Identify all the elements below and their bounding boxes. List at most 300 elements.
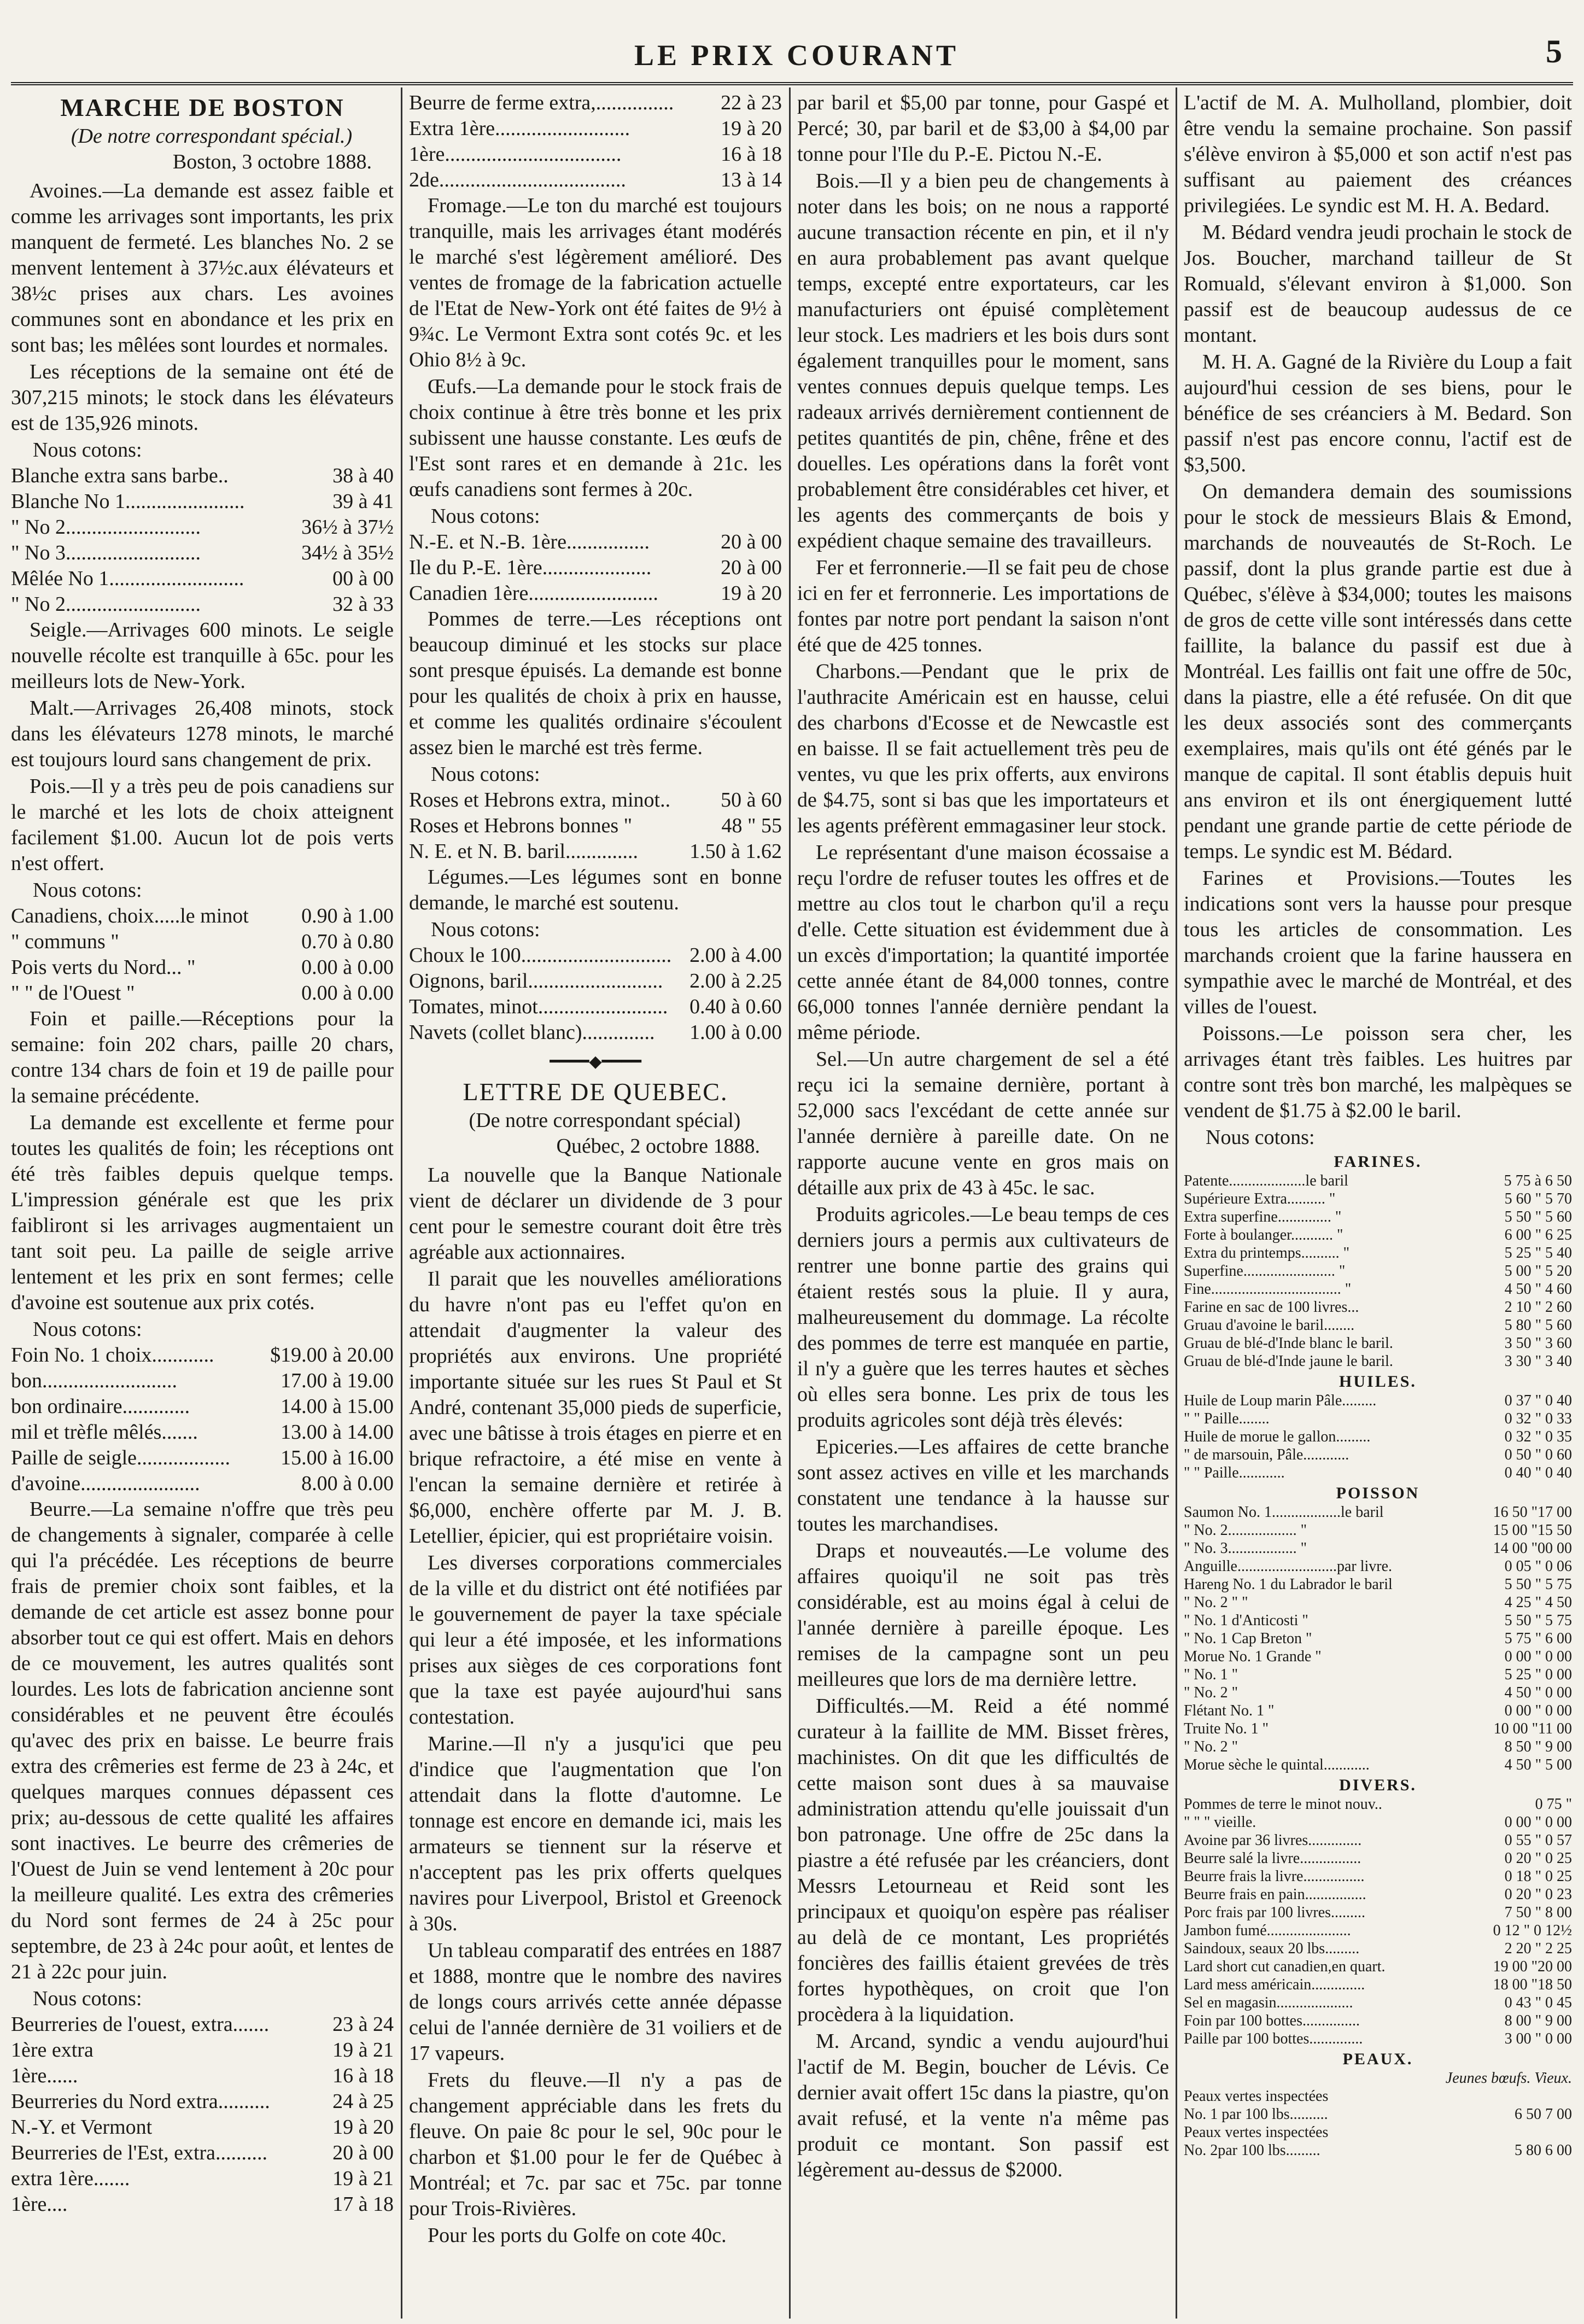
price-row	[1184, 1428, 1572, 1446]
price-row	[11, 2012, 394, 2037]
price-row	[1184, 1316, 1572, 1334]
paragraph: M. Bédard vendra jeudi prochain le stock de Jos. Boucher, marchand tailleur de St Romuald, s'élevant environ à $1,000. Son passif est de beaucoup audessus de ce montant.	[1184, 221, 1572, 347]
section-ornament: ━━━━◆━━━━	[550, 1053, 641, 1071]
price-row	[1184, 1630, 1572, 1648]
price-value: 1.00 à 0.00	[689, 1021, 782, 1044]
price-value: 24 à 25	[332, 2090, 394, 2113]
price-row	[1184, 1648, 1572, 1666]
price-row	[11, 463, 394, 489]
table-heading: PEAUX.	[1342, 2050, 1413, 2068]
price-value: 10 00 "11 00	[1493, 1720, 1572, 1737]
price-row	[11, 540, 394, 566]
price-item: Tomates, minot.........................	[409, 995, 668, 1018]
price-value: 0 37 " 0 40	[1504, 1392, 1572, 1409]
price-list-oeufs	[409, 529, 782, 606]
price-item: " " Paille............	[1184, 1464, 1285, 1481]
price-value: 5 50 " 5 75	[1504, 1576, 1572, 1593]
price-item: " No 2..........................	[11, 593, 201, 616]
paragraph-sel: Sel.—Un autre chargement de sel a été reçu ici la semaine dernière, portant à 52,000 sacs l'excédant de cette année sur l'année dernière à pareille date. On ne rapporte aucune vente en gros mais on détaille aux prix de 43 à 45c. le sac.	[797, 1048, 1169, 1199]
price-list-peaux	[1184, 2087, 1572, 2159]
price-item: Flétant No. 1 "	[1184, 1702, 1275, 1719]
price-item: N.-E. et N.-B. 1ère................	[409, 530, 650, 553]
price-value: 0.00 à 0.00	[301, 982, 394, 1005]
price-row	[1184, 1813, 1572, 1831]
price-item: Pommes de terre le minot nouv..	[1184, 1796, 1382, 1813]
dateline: Boston, 3 octobre 1888.	[172, 150, 372, 173]
price-item: Morue No. 1 Grande "	[1184, 1648, 1322, 1665]
price-list-pois	[11, 903, 394, 1006]
prices-label: Nous cotons:	[431, 505, 540, 528]
price-value: 0 00 " 0 00	[1504, 1648, 1572, 1665]
paragraph-fer: Fer et ferronnerie.—Il se fait peu de chose ici en fer et ferronnerie. Les importations de fontes par notre port pendant la saison n'ont été que de 425 tonnes.	[797, 556, 1169, 656]
price-item: Extra 1ère..........................	[409, 117, 630, 140]
price-row	[409, 529, 782, 555]
price-row	[11, 1342, 394, 1368]
price-item: Porc frais par 100 livres.........	[1184, 1904, 1366, 1921]
price-value: 0 20 " 0 23	[1504, 1886, 1572, 1903]
price-list-pommes	[409, 787, 782, 865]
price-row	[1184, 1446, 1572, 1464]
price-item: Supérieure Extra.......... "	[1184, 1190, 1336, 1207]
price-value: 8 00 " 9 00	[1504, 2012, 1572, 2029]
price-value: 0 00 " 0 00	[1504, 1814, 1572, 1831]
price-item: Anguille..........................par livre.	[1184, 1558, 1393, 1575]
price-value: 00 à 00	[332, 567, 394, 590]
price-value: 0 18 " 0 25	[1504, 1868, 1572, 1885]
price-row	[1184, 1903, 1572, 1922]
price-item: Extra superfine.............. "	[1184, 1208, 1342, 1225]
price-item: Sel en magasin....................	[1184, 1994, 1353, 2011]
price-row	[409, 555, 782, 581]
price-item: Beurreries de l'ouest, extra.......	[11, 2013, 270, 2036]
price-value: 5 75 " 6 00	[1504, 1630, 1572, 1647]
price-item: Mêlée No 1..........................	[11, 567, 244, 590]
price-row	[1184, 1795, 1572, 1813]
price-value: 0.00 à 0.00	[301, 956, 394, 979]
price-list-farines	[1184, 1172, 1572, 1370]
table-heading: POISSON	[1336, 1484, 1420, 1502]
column-4	[1184, 90, 1572, 2316]
price-row	[1184, 1922, 1572, 1940]
price-item: Huile de morue le gallon.........	[1184, 1428, 1371, 1445]
price-row	[409, 116, 782, 142]
price-value: 1.50 à 1.62	[689, 840, 782, 863]
price-row	[1184, 1849, 1572, 1867]
price-row	[11, 2192, 394, 2217]
price-item: Canadien 1ère.........................	[409, 582, 658, 605]
paragraph: par baril et $5,00 par tonne, pour Gaspé et Percé; 30, par baril et de $3,00 à $4,00 par tonne pour l'Ile du P.-E. Pictou N.-E.	[797, 91, 1169, 166]
price-item: Beurreries du Nord extra..........	[11, 2090, 270, 2113]
price-row	[1184, 1208, 1572, 1226]
price-value: 0 12 " 0 12½	[1493, 1922, 1572, 1939]
price-row	[1184, 1262, 1572, 1280]
price-row	[11, 592, 394, 617]
price-row	[409, 943, 782, 968]
price-item: Truite No. 1 "	[1184, 1720, 1269, 1737]
price-item: 2de....................................	[409, 168, 626, 191]
price-row	[1184, 1720, 1572, 1738]
price-row	[1184, 1539, 1572, 1557]
price-item: " No. 2.................. "	[1184, 1522, 1307, 1539]
price-value: 20 à 00	[721, 530, 782, 553]
price-item: N. E. et N. B. baril..............	[409, 840, 639, 863]
price-item: Gruau de blé-d'Inde blanc le baril.	[1184, 1335, 1393, 1352]
price-row	[409, 968, 782, 994]
paragraph-epiceries: Epiceries.—Les affaires de cette branche sont assez actives en ville et les marchands constatent une tendance à la hausse sur toutes les marchandises.	[797, 1435, 1169, 1535]
price-item: Patente....................le baril	[1184, 1172, 1348, 1189]
price-row	[1184, 2105, 1572, 2123]
paragraph-draps: Draps et nouveautés.—Le volume des affaires quoiqu'il ne soit pas très considérable, est au moins égal à celui de l'année dernière à pareille époque. Les remises de la campagne sont un peu meilleures que lors de ma dernière lettre.	[797, 1539, 1169, 1691]
table-heading: DIVERS.	[1339, 1776, 1417, 1794]
price-item: No. 1 par 100 lbs..........	[1184, 2106, 1328, 2123]
price-value: 0 32 " 0 35	[1504, 1428, 1572, 1445]
price-value: 0.70 à 0.80	[301, 930, 394, 953]
price-item: " " Paille........	[1184, 1410, 1270, 1427]
price-value: 17 à 18	[332, 2193, 394, 2216]
price-item: Gruau d'avoine le baril........	[1184, 1317, 1355, 1334]
paragraph: Un tableau comparatif des entrées en 1887 et 1888, montre que le nombre des navires de longs cours arrivés cette année dépasse celui de l'année dernière de 31 voiliers et de 17 vapeurs.	[409, 1939, 782, 2065]
price-item: Beurre de ferme extra,...............	[409, 91, 674, 114]
price-item: Avoine par 36 livres..............	[1184, 1832, 1362, 1849]
paragraph-poissons: Poissons.—Le poisson sera cher, les arrivages étant très faibles. Les huitres par contre sont très bon marché, les malpèques se vendent de $1.75 à $2.00 le baril.	[1184, 1022, 1572, 1122]
paragraph-receptions: Les réceptions de la semaine ont été de 307,215 minots; le stock dans les élévateurs est de 135,926 minots.	[11, 360, 394, 435]
price-item: bon..........................	[11, 1369, 177, 1392]
price-row	[1184, 1976, 1572, 1994]
price-item: " No. 3.................. "	[1184, 1540, 1307, 1557]
price-row	[409, 787, 782, 813]
paragraph-farines: Farines et Provisions.—Toutes les indications sont vers la hausse pour presque tous les articles de consommation. Les marchands croient que la farine haussera en sympathie avec le marché de Montréal, et des villes de l'ouest.	[1184, 867, 1572, 1018]
paragraph-demande: La demande est excellente et ferme pour toutes les qualités de foin; les réceptions ont été très faibles depuis quelque temps. L'impression générale est que les prix faibliront si les arrivages augmentaient un tant soit peu. La paille de seigle arrive lentement et les prix en sont fermes; celle d'avoine est soutenue aux prix cotés.	[11, 1111, 394, 1314]
price-row	[1184, 2141, 1572, 2159]
paragraph: On demandera demain des soumissions pour le stock de messieurs Blais & Emond, marchands de nouveautés de St-Roch. Le passif, dont la plus grande partie est due à Québec, s'élève à $34,000; toutes les maisons de gros de cette ville sont intéressés dans cette faillite, la balance du passif est due à Montréal. Les faillis ont fait une offre de 50c, dans la piastre, elle a été refusée. On dit que les deux associés sont des commerçants exemplaires, mais qu'ils ont été génés par le manque de capital. Il sont établis depuis huit ans environ et ils ont énergiquement lutté pendant une grande partie de cette période de temps. Le syndic est M. Bédard.	[1184, 480, 1572, 863]
prices-label: Nous cotons:	[33, 1987, 142, 2010]
price-value: 0.90 à 1.00	[301, 904, 394, 927]
price-list-avoines	[11, 463, 394, 617]
price-item: " de marsouin, Pâle............	[1184, 1446, 1349, 1463]
price-row	[1184, 1611, 1572, 1630]
price-item: Navets (collet blanc)..............	[409, 1021, 655, 1044]
price-item: Jambon fumé......................	[1184, 1922, 1351, 1939]
paragraph-foin: Foin et paille.—Réceptions pour la semaine: foin 202 chars, paille 20 chars, contre 134 chars de foin et 19 de paille pour la semaine précédente.	[11, 1007, 394, 1107]
price-value: 0 20 " 0 25	[1504, 1850, 1572, 1867]
price-row	[11, 929, 394, 955]
price-value: 15 00 "15 50	[1493, 1522, 1572, 1539]
paragraph-seigle: Seigle.—Arrivages 600 minots. Le seigle nouvelle récolte est tranquille à 65c. pour les meilleurs lots de New-York.	[11, 618, 394, 693]
paragraph-marine: Marine.—Il n'y a jusqu'ici que peu d'indice que l'augmentation que l'on attendait dans la flotte d'automne. Le tonnage est encore en demande ici, mais les armateurs se tiennent sur la réserve et n'acceptent pas les prix offerts quelques navires pour Liverpool, Bristol et Greenock à 30s.	[409, 1732, 782, 1935]
paragraph-produits: Produits agricoles.—Le beau temps de ces derniers jours a permis aux cultivateurs de rentrer une bonne partie des grains qui étaient restés sous la pluie. Il y aura, malheureusement du dommage. La récolte des pommes de terre est manquée en partie, il n'y a guère que les terres hautes et sèches où elles sera bonne. Les prix de tous les produits agricoles sont déjà très élevés:	[797, 1203, 1169, 1432]
price-value: 15.00 à 16.00	[280, 1446, 394, 1469]
price-row	[1184, 1575, 1572, 1593]
price-list-legumes	[409, 943, 782, 1046]
price-row	[11, 1471, 394, 1497]
price-row	[409, 1020, 782, 1046]
price-value: 14 00 "00 00	[1493, 1540, 1572, 1557]
price-value: 5 50 " 5 75	[1504, 1612, 1572, 1629]
price-row	[1184, 1521, 1572, 1539]
price-row	[1184, 1392, 1572, 1410]
price-item: Ile du P.-E. 1ère.....................	[409, 556, 652, 579]
price-row	[409, 167, 782, 193]
price-value: 19 à 20	[721, 582, 782, 605]
price-item: Foin No. 1 choix............	[11, 1344, 214, 1367]
price-row	[11, 2063, 394, 2089]
price-value: 5 75 à 6 50	[1504, 1172, 1572, 1189]
price-row	[11, 2166, 394, 2192]
price-value: 4 50 " 4 60	[1504, 1281, 1572, 1298]
price-value: 4 50 " 5 00	[1504, 1756, 1572, 1773]
paragraph-malt: Malt.—Arrivages 26,408 minots, stock dans les élévateurs 1278 minots, le marché est toujours lourd sans changement de prix.	[11, 697, 394, 771]
price-row	[1184, 1958, 1572, 1976]
price-row	[1184, 1410, 1572, 1428]
price-value: 2 20 " 2 25	[1504, 1940, 1572, 1957]
section-subheading: (De notre correspondant spécial)	[469, 1109, 741, 1132]
price-value: 20 à 00	[332, 2141, 394, 2164]
price-item: Paille de seigle..................	[11, 1446, 231, 1469]
masthead	[0, 0, 1584, 93]
price-value: 32 à 33	[332, 593, 394, 616]
price-value	[1567, 2123, 1572, 2141]
price-row	[1184, 2012, 1572, 2030]
price-row	[1184, 1557, 1572, 1575]
price-item: " " de l'Ouest "	[11, 982, 135, 1005]
price-row	[409, 813, 782, 839]
price-row	[11, 1368, 394, 1394]
price-value: 34½ à 35½	[301, 541, 394, 564]
paragraph-pois: Pois.—Il y a très peu de pois canadiens sur le marché et les lots de choix atteignent facilement $1.00. Aucun lot de pois verts n'est offert.	[11, 775, 394, 875]
price-row	[1184, 1298, 1572, 1316]
price-value: 23 à 24	[332, 2013, 394, 2036]
price-row	[1184, 1702, 1572, 1720]
price-value: 13.00 à 14.00	[280, 1421, 394, 1444]
price-value: 0 00 " 0 00	[1504, 1702, 1572, 1719]
price-item: Blanche No 1.......................	[11, 490, 245, 513]
price-row	[1184, 1334, 1572, 1352]
price-value: 18 00 "18 50	[1493, 1976, 1572, 1993]
price-item: Pois verts du Nord... "	[11, 956, 196, 979]
header-rule	[11, 82, 1573, 85]
price-item: " " " vieille.	[1184, 1814, 1256, 1831]
price-row	[409, 581, 782, 606]
paragraph-fromage: Fromage.—Le ton du marché est toujours tranquille, mais les arrivages étant modérés le marché s'est légèrement amélioré. Des ventes de fromage de la fabrication actuelle de l'Etat de New-York ont été faites de 9½ à 9¾c. Le Vermont Extra sont cotés 9c. et les Ohio 8½ à 9c.	[409, 194, 782, 371]
price-row	[11, 2037, 394, 2063]
price-value: 19 00 "20 00	[1493, 1958, 1572, 1975]
price-value: 8.00 à 0.00	[301, 1472, 394, 1495]
price-item: Huile de Loup marin Pâle.........	[1184, 1392, 1377, 1409]
price-value: 50 à 60	[721, 789, 782, 811]
newspaper-title: LE PRIX COURANT	[634, 39, 960, 72]
prices-label: Nous cotons:	[33, 1318, 142, 1341]
price-item: d'avoine.......................	[11, 1472, 200, 1495]
price-value: 5 60 " 5 70	[1504, 1190, 1572, 1207]
price-item: 1ère....	[11, 2193, 68, 2216]
price-row	[11, 903, 394, 929]
price-row	[409, 90, 782, 116]
paragraph: Les diverses corporations commerciales de la ville et du district ont été notifiées par le gouvernement de payer la taxe spéciale qui leur a été imposée, et les informations prises aux sièges de ces corporations font que la taxe est payée aujourd'hui sans contestation.	[409, 1551, 782, 1729]
price-value: 5 25 " 5 40	[1504, 1245, 1572, 1262]
price-row	[1184, 1885, 1572, 1903]
price-value: 36½ à 37½	[301, 516, 394, 539]
price-item: Oignons, baril..........................	[409, 970, 663, 992]
price-value: 0 40 " 0 40	[1504, 1464, 1572, 1481]
price-value: 19 à 20	[332, 2116, 394, 2139]
price-value	[1567, 2087, 1572, 2105]
price-row	[11, 1445, 394, 1471]
price-value: 19 à 21	[332, 2167, 394, 2190]
price-value: $19.00 à 20.00	[270, 1344, 394, 1367]
price-row	[11, 980, 394, 1006]
price-value: 7 50 " 8 00	[1504, 1904, 1572, 1921]
price-item: Beurre frais en pain................	[1184, 1886, 1366, 1903]
price-item: Saumon No. 1..................le baril	[1184, 1504, 1384, 1521]
paragraph-bois: Bois.—Il y a bien peu de changements à noter dans les bois; on ne nous a rapporté aucune transaction récente en pin, et il n'y en aura probablement pas avant quelque temps, excepté entre exportateurs, car les manufacturiers ont épuisé complètement leur stock. Les madriers et les bois durs sont également tranquilles pour le moment, sans ventes connues depuis quelque temps. Les radeaux arrivés dernièrement contiennent de petites quantités de pin, chêne, frêne et des douelles. Les opérations dans la forêt vont probablement être considérables cet hiver, et les agents des commerçants de bois y expédient chaque semaine des travailleurs.	[797, 170, 1169, 552]
price-value: 16 à 18	[332, 2064, 394, 2087]
price-row	[409, 839, 782, 865]
price-item: " No. 1 Cap Breton "	[1184, 1630, 1312, 1647]
price-row	[1184, 1464, 1572, 1482]
price-row	[1184, 2030, 1572, 2048]
price-row	[1184, 1593, 1572, 1611]
price-item: Roses et Hebrons extra, minot..	[409, 789, 671, 811]
price-row	[11, 2115, 394, 2140]
price-row	[1184, 1684, 1572, 1702]
paragraph: Pour les ports du Golfe on cote 40c.	[428, 2224, 727, 2247]
price-value: 0 50 " 0 60	[1504, 1446, 1572, 1463]
price-value: 4 25 " 4 50	[1504, 1594, 1572, 1611]
price-value: 6 00 " 6 25	[1504, 1227, 1572, 1243]
price-value: 4 50 " 0 00	[1504, 1684, 1572, 1701]
paragraph-oeufs: Œufs.—La demande pour le stock frais de choix continue à être très bonne et les prix subissent une hausse constante. Les œufs de l'Est sont rares et en demande à 21c. les œufs canadiens sont fermes à 20c.	[409, 375, 782, 501]
price-row	[1184, 1831, 1572, 1849]
price-item: Beurreries de l'Est, extra..........	[11, 2141, 268, 2164]
price-item: Gruau de blé-d'Inde jaune le baril.	[1184, 1353, 1393, 1370]
column-rule	[789, 87, 791, 2319]
prices-label: Nous cotons:	[33, 439, 142, 462]
price-item: Blanche extra sans barbe..	[11, 464, 229, 487]
price-item: Morue sèche le quintal............	[1184, 1756, 1370, 1773]
price-value: 5 00 " 5 20	[1504, 1263, 1572, 1280]
price-item: 1ère..................................	[409, 143, 622, 166]
price-item: 1ère......	[11, 2064, 78, 2087]
column-1	[11, 90, 394, 2316]
prices-label: Nous cotons:	[1206, 1126, 1315, 1149]
price-value: 5 80 " 5 60	[1504, 1317, 1572, 1334]
price-item: " communs "	[11, 930, 119, 953]
prices-label: Nous cotons:	[431, 763, 540, 786]
price-value: 5 80 6 00	[1515, 2142, 1572, 2159]
price-row	[11, 1394, 394, 1420]
price-value: 0 05 " 0 06	[1504, 1558, 1572, 1575]
page-number: 5	[1546, 33, 1562, 69]
price-item: Lard short cut canadien,en quart.	[1184, 1958, 1386, 1975]
price-list-foin	[11, 1342, 394, 1497]
price-item: " No. 2 "	[1184, 1684, 1238, 1701]
price-row	[1184, 1738, 1572, 1756]
dateline: Québec, 2 octobre 1888.	[556, 1135, 760, 1158]
prices-label: Nous cotons:	[33, 879, 142, 902]
price-row	[1184, 2123, 1572, 2141]
price-row	[1184, 1867, 1572, 1885]
price-row	[11, 489, 394, 515]
paragraph-avoines: Avoines.—La demande est assez faible et comme les arrivages sont importants, les prix manquent de fermeté. Les blanches No. 2 se menvent lentement à 37½c.aux élévateurs et 38½c prises aux chars. Les avoines communes sont en abondance et les prix en sont bas; les mêlées sont lourdes et normales.	[11, 179, 394, 357]
paragraph: L'actif de M. A. Mulholland, plombier, doit être vendu la semaine prochaine. Son passif s'élève environ à $5,000 et son actif n'est pas suffisant au paiement des créances privilegiées. Le syndic est M. H. A. Bedard.	[1184, 91, 1572, 217]
price-item: Choux le 100.............................	[409, 944, 672, 967]
price-item: Forte à boulanger........... "	[1184, 1227, 1343, 1243]
price-value: 14.00 à 15.00	[280, 1395, 394, 1418]
paragraph-frets: Frets du fleuve.—Il n'y a pas de changement appréciable dans les frets du fleuve. On paie 8c pour le sel, 90c pour le charbon et $1.00 pour le fer de Québec à Montréal; et 7c. par sac et 75c. par tonne pour Trois-Rivières.	[409, 2069, 782, 2220]
price-row	[1184, 1244, 1572, 1262]
price-tables	[1184, 1153, 1572, 2159]
paragraph: La nouvelle que la Banque Nationale vient de déclarer un dividende de 3 pour cent pour le semestre courant doit être très agréable aux actionnaires.	[409, 1164, 782, 1264]
price-row	[1184, 2087, 1572, 2105]
price-item: Roses et Hebrons bonnes "	[409, 814, 633, 837]
price-row	[1184, 1352, 1572, 1370]
price-item: No. 2par 100 lbs.........	[1184, 2142, 1320, 2159]
paragraph-difficultes: Difficultés.—M. Reid a été nommé curateur à la faillite de MM. Bisset frères, machinistes. On dit que les difficultés de cette maison sont dues à sa mauvaise administration attendu qu'elle jouissait d'un bon patronage. Une offre de 25c dans la piastre a été refusée par les créanciers, dont Messrs Letourneau et Reid sont les principaux et quoiqu'on espère pas réaliser au delà de ce montant, Les propriétés foncières des faillis étaient grevées de très fortes hypothèques, on croit que l'on procèdera à la liquidation.	[797, 1695, 1169, 2026]
price-value: 0 55 " 0 57	[1504, 1832, 1572, 1849]
price-item: Peaux vertes inspectées	[1184, 2088, 1329, 2105]
price-item: Beurre frais la livre................	[1184, 1868, 1365, 1885]
price-item: extra 1ère.......	[11, 2167, 130, 2190]
price-row	[11, 566, 394, 592]
price-value: 38 à 40	[332, 464, 394, 487]
price-value: 48 " 55	[721, 814, 782, 837]
price-value: 19 à 20	[721, 117, 782, 140]
price-item: Foin par 100 bottes...............	[1184, 2012, 1360, 2029]
price-value: 13 à 14	[721, 168, 782, 191]
price-item: Farine en sac de 100 livres...	[1184, 1299, 1359, 1316]
price-item: Superfine........................ "	[1184, 1263, 1346, 1280]
price-item: Extra du printemps.......... "	[1184, 1245, 1350, 1262]
price-item: " No. 1 "	[1184, 1666, 1238, 1683]
price-row	[11, 955, 394, 980]
price-item: 1ère extra	[11, 2039, 93, 2062]
paragraph: M. Arcand, syndic a vendu aujourd'hui l'actif de M. Begin, boucher de Lévis. Ce dernier avait offert 15c dans la piastre, qu'on avait refusé, et la vente n'a même pas produit ce montant. Son passif est légèrement au-dessus de $2000.	[797, 2030, 1169, 2181]
price-list-beurre	[11, 2012, 394, 2217]
price-row	[1184, 1226, 1572, 1244]
price-value: 2 10 " 2 60	[1504, 1299, 1572, 1316]
price-row	[1184, 1940, 1572, 1958]
paragraph-beurre: Beurre.—La semaine n'offre que très peu de changements à signaler, comparée à celle qui l'a précédée. Les réceptions de beurre frais de premier choix sont faibles, et la demande de cet article est assez bonne pour absorber tout ce qui est offert. Mais en dehors de ce mouvement, les autres qualités sont lourdes. Les lots de fabrication ancienne sont considérables et ne peuvent être écoulés qu'avec des prix en baisse. Le beurre frais extra des crêmeries est ferme de 23 à 24c, et quelques marques connues dépassent ces prix; au-dessous de cette qualité les affaires sont inactives. Le beurre des crêmeries de l'Ouest de Juin se vend lentement à 20c pour la meilleure qualité. Les extra des crêmeries du Nord sont fermes de 24 à 25c pour septembre, de 23 à 24c pour août, et lentes de 21 à 22c pour juin.	[11, 1498, 394, 1983]
price-item: " No 2..........................	[11, 516, 201, 539]
price-value: 20 à 00	[721, 556, 782, 579]
price-value: 17.00 à 19.00	[280, 1369, 394, 1392]
price-item: mil et trèfle mêlés.......	[11, 1421, 198, 1444]
price-row	[1184, 1503, 1572, 1521]
section-heading-quebec: LETTRE DE QUEBEC.	[463, 1078, 728, 1106]
price-row	[11, 2089, 394, 2115]
price-item: Fine.................................. "	[1184, 1281, 1352, 1298]
price-value: 39 à 41	[332, 490, 394, 513]
price-list-divers	[1184, 1795, 1572, 2048]
price-row	[11, 1420, 394, 1445]
price-row	[11, 2140, 394, 2166]
table-heading: FARINES.	[1334, 1153, 1422, 1171]
price-item: Saindoux, seaux 20 lbs.........	[1184, 1940, 1360, 1957]
price-item: Beurre salé la livre................	[1184, 1850, 1361, 1867]
section-subheading: (De notre correspondant spécial.)	[71, 125, 353, 148]
price-value: 2.00 à 4.00	[689, 944, 782, 967]
price-value: 19 à 21	[332, 2039, 394, 2062]
price-value: 2.00 à 2.25	[689, 970, 782, 992]
column-rule	[1176, 87, 1177, 2319]
price-list-poisson	[1184, 1503, 1572, 1774]
price-value: 0 75 "	[1535, 1796, 1572, 1813]
price-value: 8 50 " 9 00	[1504, 1738, 1572, 1755]
price-item: Paille par 100 bottes..............	[1184, 2030, 1363, 2047]
price-item: " No. 1 d'Anticosti "	[1184, 1612, 1308, 1629]
table-heading: HUILES.	[1339, 1373, 1417, 1391]
price-item: Canadiens, choix.....le minot	[11, 904, 249, 927]
